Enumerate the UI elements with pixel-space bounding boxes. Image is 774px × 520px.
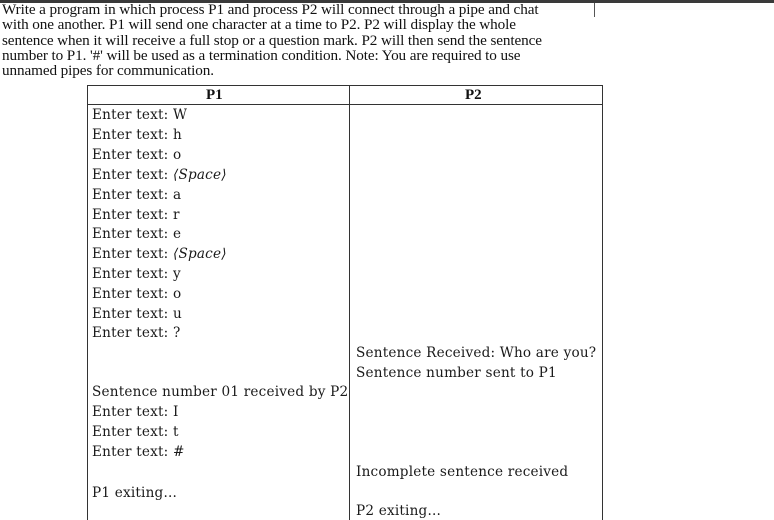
- p1-row: Enter text: y: [92, 266, 181, 282]
- p1-row: Enter text: u: [92, 306, 182, 322]
- p1-exit-message: P1 exiting...: [92, 485, 178, 501]
- p1-row: Enter text: o: [92, 286, 182, 302]
- p1-row: Enter text: o: [92, 147, 182, 163]
- p1-row: Enter text: #: [92, 444, 185, 460]
- process-table: [87, 85, 603, 520]
- p1-row: Enter text: e: [92, 226, 182, 242]
- statement-line: sentence when it will receive a full stop or a question mark. P2 will then send the sentence: [2, 31, 542, 49]
- p1-row: Sentence number 01 received by P2: [92, 384, 349, 400]
- p2-row: Sentence number sent to P1: [356, 365, 557, 381]
- statement-line: Write a program in which process P1 and process P2 will connect through a pipe and chat: [2, 1, 539, 18]
- statement-line: with one another. P1 will send one character at a time to P2. P2 will display the whole: [2, 16, 516, 34]
- p1-row: Enter text: t: [92, 424, 179, 440]
- p2-incomplete-message: Incomplete sentence received: [356, 464, 569, 480]
- p1-row: Enter text: I: [92, 404, 179, 420]
- p2-exit-message: P2 exiting...: [356, 503, 442, 519]
- p1-row: Enter text: h: [92, 127, 182, 143]
- p1-row: Enter text: ?: [92, 325, 181, 341]
- column-header-p1: P1: [206, 87, 223, 103]
- column-divider: [349, 86, 350, 520]
- column-header-p2: P2: [465, 87, 482, 103]
- header-divider: [88, 104, 602, 105]
- p1-row: Enter text: ⟨Space⟩: [92, 167, 227, 183]
- problem-statement: [2, 2, 598, 78]
- p1-row: Enter text: r: [92, 207, 180, 223]
- p2-row: Sentence Received: Who are you?: [356, 345, 597, 361]
- statement-line: number to P1. '#' will be used as a termination condition. Note: You are required to use: [2, 46, 521, 64]
- p1-row: Enter text: ⟨Space⟩: [92, 246, 227, 262]
- p1-row: Enter text: a: [92, 187, 182, 203]
- p1-row: Enter text: W: [92, 107, 188, 123]
- statement-line: unnamed pipes for communication.: [2, 62, 214, 80]
